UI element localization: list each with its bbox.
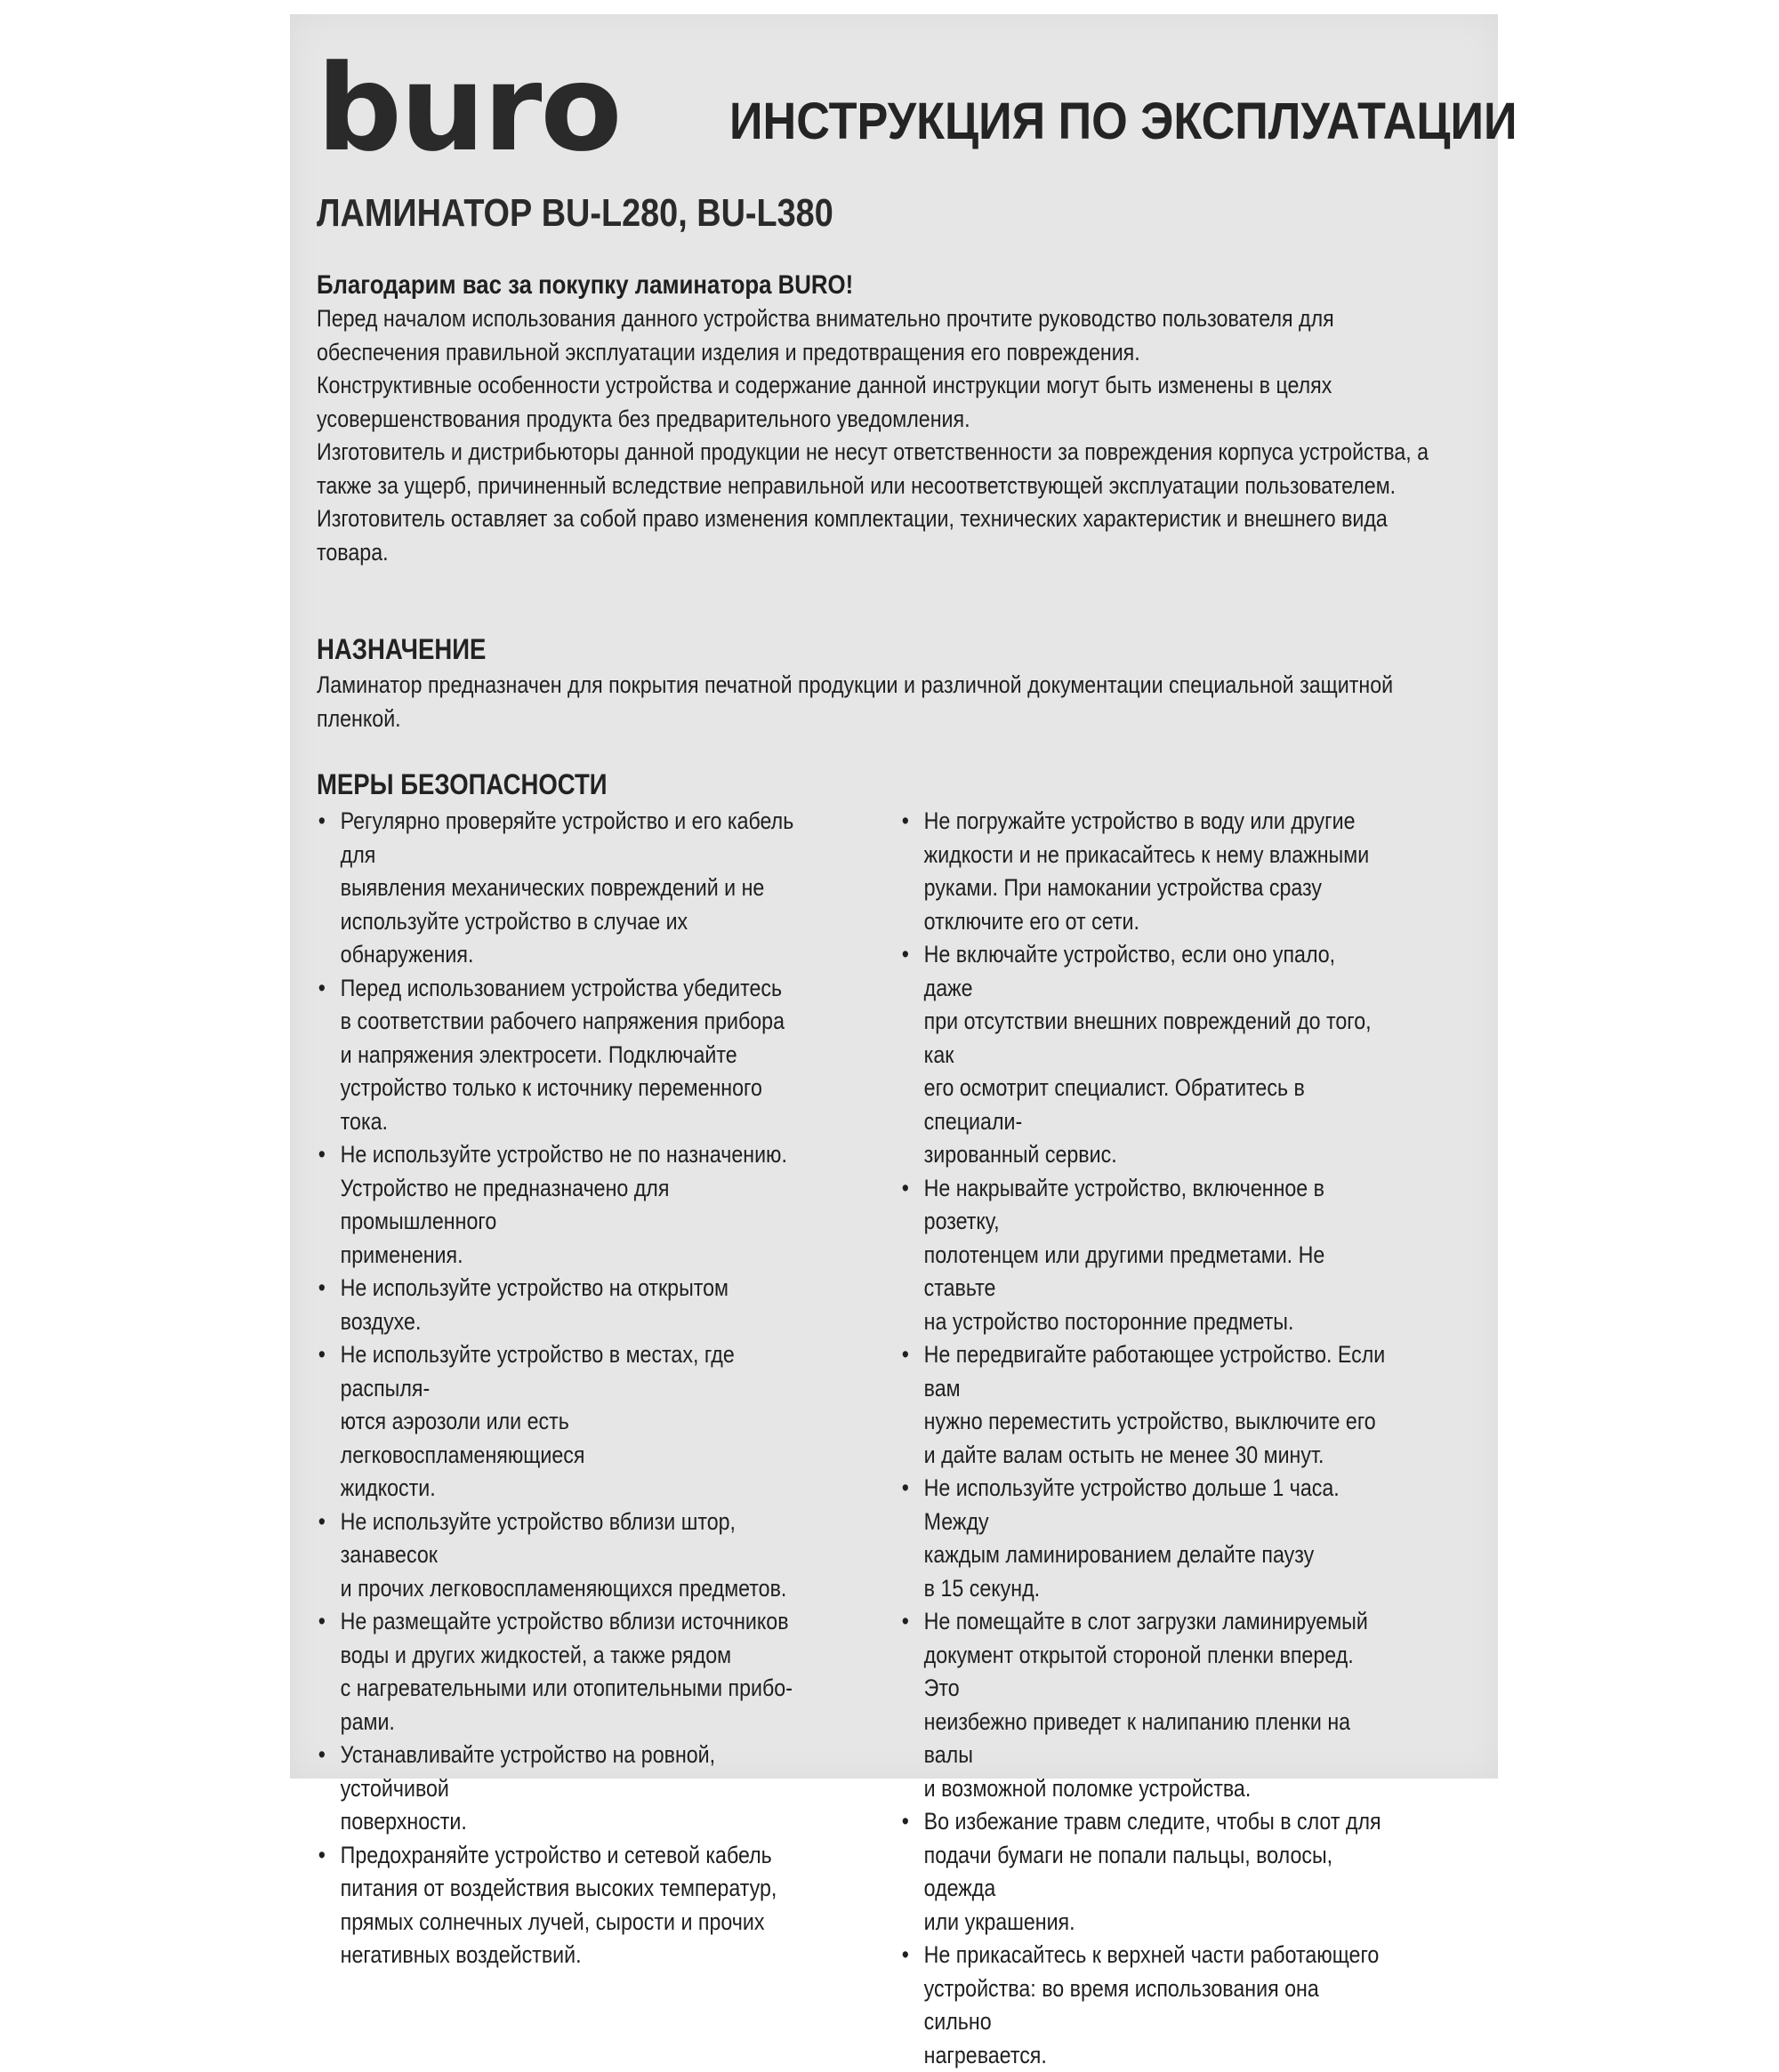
safety-item-line: • Не используйте устройство не по назначению. [341,1138,807,1172]
safety-item-line: • Не погружайте устройство в воду или другие [924,805,1390,839]
safety-item-line: зированный сервис. [924,1138,1390,1172]
safety-item-line: нагревается. [924,2039,1390,2072]
safety-item-line: нужно переместить устройство, выключите его [924,1405,1390,1439]
safety-item-line: • Не используйте устройство вблизи штор, занавесок [341,1506,807,1572]
safety-item-line: или украшения. [924,1906,1390,1939]
product-title: ЛАМИНАТОР BU-L280, BU-L380 [317,194,833,233]
safety-item-line: • Не прикасайтесь к верхней части работающего [924,1939,1390,1972]
intro-paragraph: Конструктивные особенности устройства и содержание данной инструкции могут быть изменены в целях усовершенствования продукта без предварительного уведомления. [317,369,1449,436]
safety-item-line: воды и других жидкостей, а также рядом [341,1639,807,1673]
safety-item-line: питания от воздействия высоких температур, [341,1872,807,1906]
safety-item [317,1739,806,1839]
safety-item-line: и напряжения электросети. Подключайте [341,1039,807,1072]
safety-item-line: жидкости и не прикасайтесь к нему влажными [924,839,1390,872]
safety-item [900,1338,1389,1472]
safety-item-line: отключите его от сети. [924,905,1390,939]
page-title: ИНСТРУКЦИЯ ПО ЭКСПЛУАТАЦИИ [729,96,1517,148]
safety-item-line: руками. При намокании устройства сразу [924,871,1390,905]
safety-item-line: с нагревательными или отопительными прибо- [341,1672,807,1706]
safety-item-line: • Не передвигайте работающее устройство. Если вам [924,1338,1390,1405]
safety-item [900,1472,1389,1605]
intro-paragraph: Изготовитель и дистрибьюторы данной продукции не несут ответственности за повреждения корпуса устройства, а также за ущерб, причиненный вследствие неправильной или несоответствующей эксплуатации пользователем. [317,436,1449,502]
safety-item [900,805,1389,938]
intro-lead: Благодарим вас за покупку ламинатора BURO! [317,269,1326,302]
intro-section [317,269,1491,569]
safety-item-line: • Регулярно проверяйте устройство и его кабель для [341,805,807,871]
safety-item-line: • Не включайте устройство, если оно упало, даже [924,938,1390,1005]
safety-item [317,1338,806,1506]
safety-item-line: применения. [341,1239,807,1273]
safety-item-line: используйте устройство в случае их обнаружения. [341,905,807,972]
safety-item [317,1138,806,1272]
safety-item-line: документ открытой стороной пленки вперед. Это [924,1639,1390,1706]
safety-item-line: • Не используйте устройство дольше 1 часа. Между [924,1472,1390,1538]
safety-item [317,1506,806,1606]
safety-item-line: каждым ламинированием делайте паузу [924,1538,1390,1572]
safety-item-line: • Не используйте устройство в местах, где распыля- [341,1338,807,1405]
safety-item [317,1272,806,1338]
safety-item-line: при отсутствии внешних повреждений до того, как [924,1005,1390,1072]
safety-list-right [900,805,1389,2072]
intro-paragraph: Изготовитель оставляет за собой право изменения комплектации, технических характеристик и внешнего вида товара. [317,502,1449,569]
safety-item-line: и дайте валам остыть не менее 30 минут. [924,1439,1390,1473]
safety-item-line: его осмотрит специалист. Обратитесь в специали- [924,1072,1390,1138]
safety-item-line: • Устанавливайте устройство на ровной, устойчивой [341,1739,807,1805]
safety-item-line: устройство только к источнику переменного тока. [341,1072,807,1138]
safety-item-line: • Не помещайте в слот загрузки ламинируемый [924,1605,1390,1639]
safety-item [317,1605,806,1739]
intro-paragraph: Перед началом использования данного устройства внимательно прочтите руководство пользователя для обеспечения правильной эксплуатации изделия и предотвращения его повреждения. [317,302,1449,369]
safety-item-line: полотенцем или другими предметами. Не ставьте [924,1239,1390,1305]
safety-item-line: ются аэрозоли или есть легковоспламеняющиеся [341,1405,807,1472]
safety-item-line: Устройство не предназначено для промышленного [341,1172,807,1239]
safety-item [317,805,806,972]
safety-item [900,938,1389,1172]
safety-item-line: жидкости. [341,1472,807,1506]
safety-item-line: в соответствии рабочего напряжения прибора [341,1005,807,1039]
purpose-text: Ламинатор предназначен для покрытия печатной продукции и различной документации специальной защитной пленкой. [317,669,1479,735]
safety-item [900,1605,1389,1805]
safety-item [317,1839,806,1972]
safety-item-line: поверхности. [341,1805,807,1839]
safety-item [900,1805,1389,1939]
buro-logo: buro [317,49,620,168]
safety-item-line: • Не накрывайте устройство, включенное в розетку, [924,1172,1390,1239]
safety-item-line: негативных воздействий. [341,1939,807,1972]
safety-item-line: • Не используйте устройство на открытом воздухе. [341,1272,807,1338]
safety-item-line: прямых солнечных лучей, сырости и прочих [341,1906,807,1939]
safety-item [317,972,806,1139]
safety-item-line: • Предохраняйте устройство и сетевой кабель [341,1839,807,1873]
safety-item-line: неизбежно приведет к налипанию пленки на валы [924,1706,1390,1772]
safety-item-line: и прочих легковоспламеняющихся предметов. [341,1572,807,1606]
safety-item-line: выявления механических повреждений и не [341,871,807,905]
safety-item-line: • Не размещайте устройство вблизи источников [341,1605,807,1639]
safety-item-line: • Во избежание травм следите, чтобы в слот для [924,1805,1390,1839]
safety-item-line: в 15 секунд. [924,1572,1390,1606]
purpose-heading: НАЗНАЧЕНИЕ [317,635,486,663]
safety-item-line: подачи бумаги не попали пальцы, волосы, одежда [924,1839,1390,1906]
safety-item-line: и возможной поломке устройства. [924,1772,1390,1806]
safety-item-line: • Перед использованием устройства убедитесь [341,972,807,1006]
safety-item [900,1172,1389,1339]
safety-item [900,1939,1389,2072]
safety-item-line: на устройство посторонние предметы. [924,1305,1390,1339]
safety-item-line: устройства: во время использования она сильно [924,1972,1390,2039]
safety-list-left [317,805,806,1972]
safety-item-line: рами. [341,1706,807,1739]
safety-heading: МЕРЫ БЕЗОПАСНОСТИ [317,770,608,799]
